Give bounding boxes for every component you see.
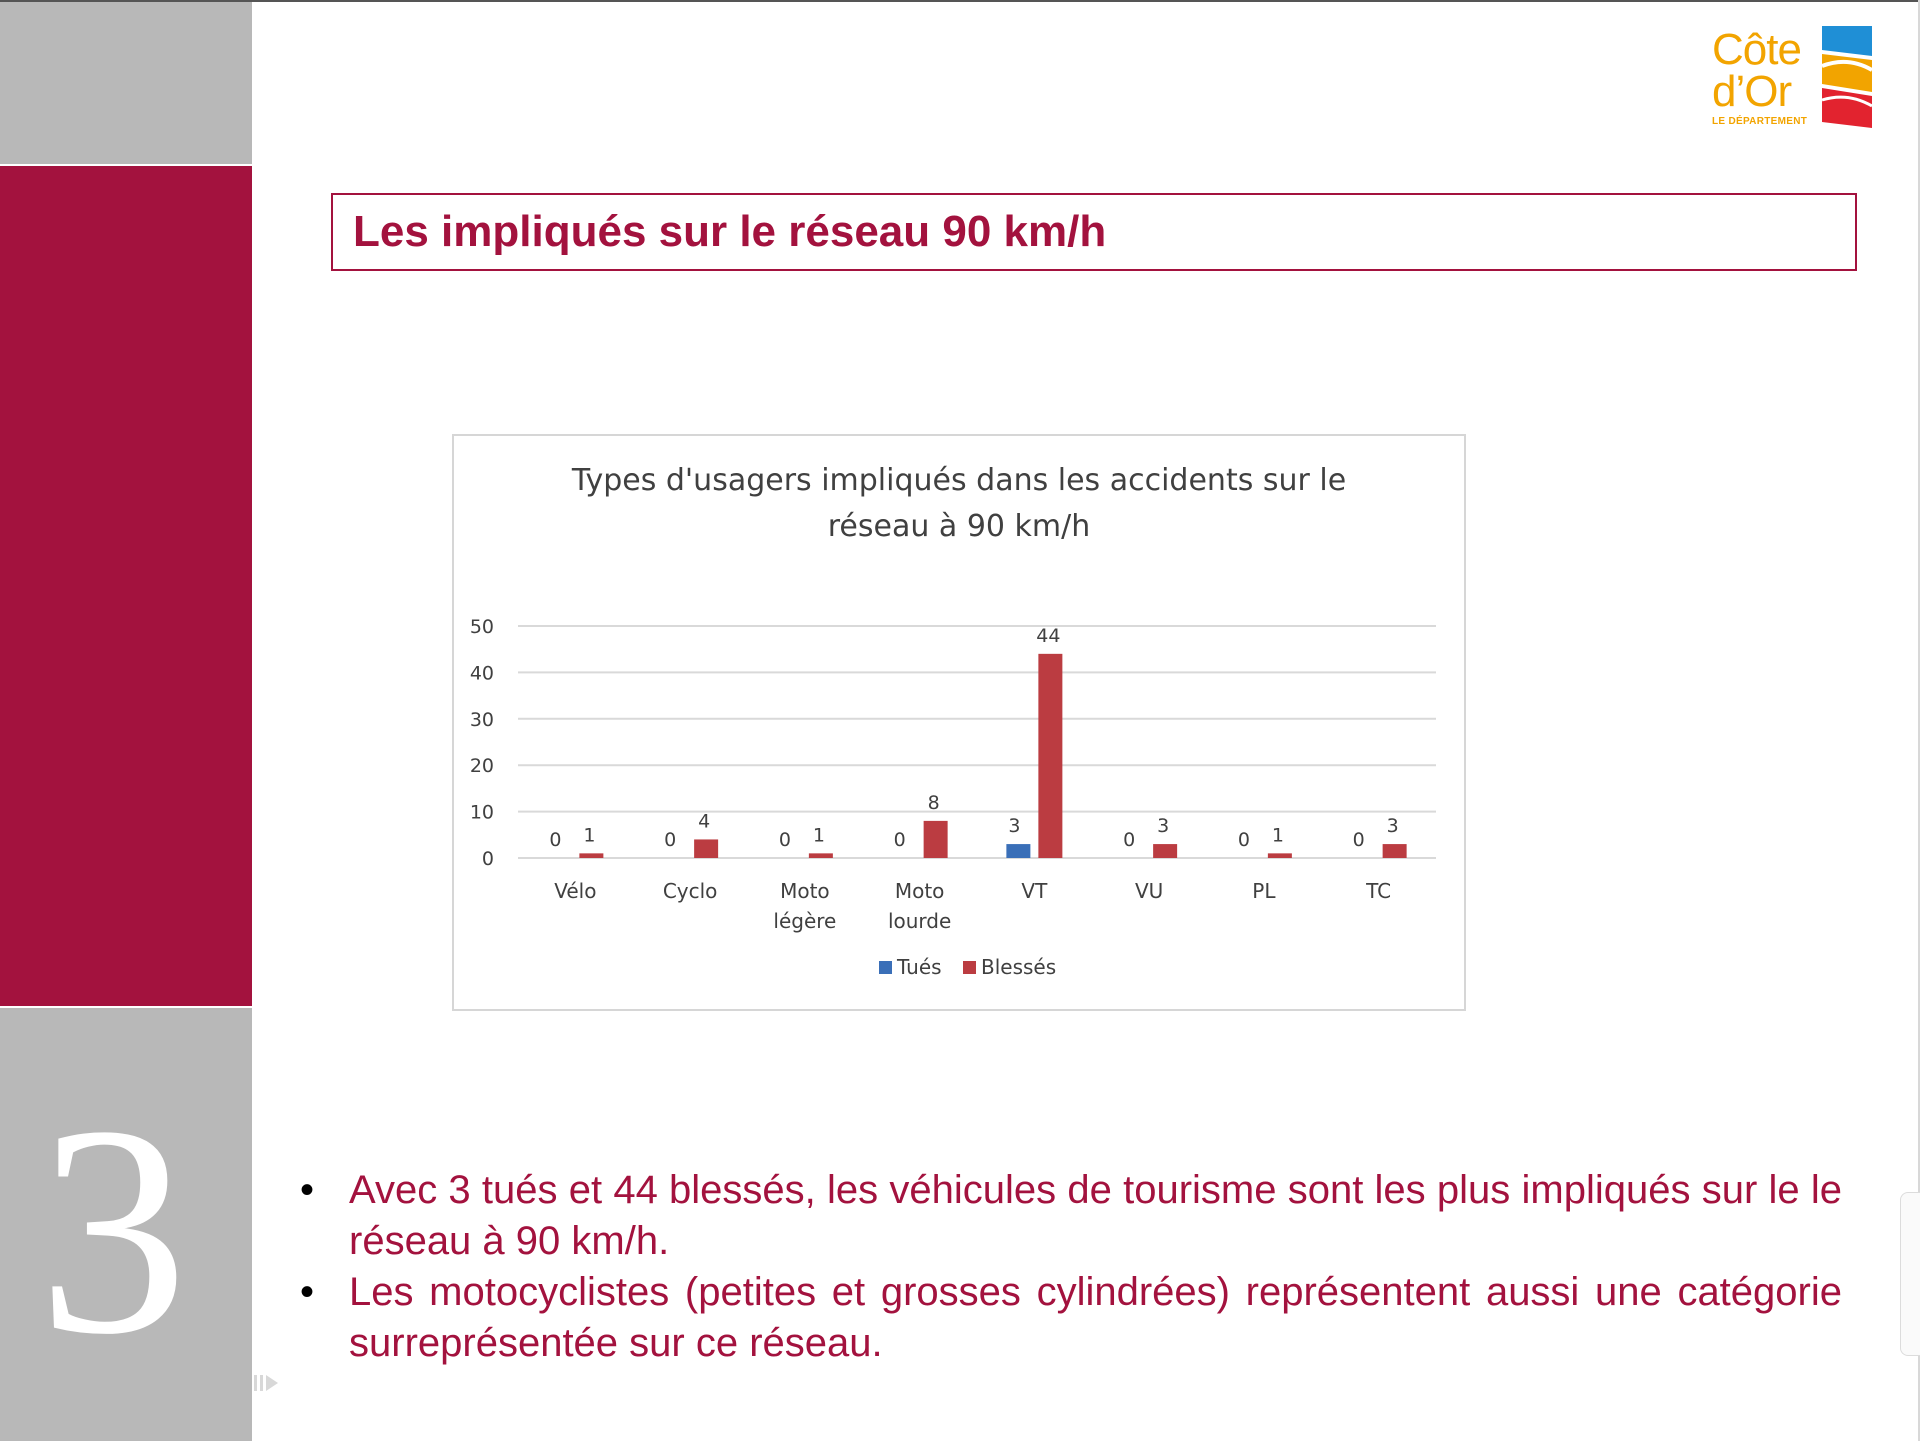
play-icon[interactable]: [252, 1372, 280, 1394]
logo-subtitle: LE DÉPARTEMENT: [1712, 116, 1808, 127]
bullet-item: [300, 1267, 1842, 1369]
slide-title-box: [331, 193, 1857, 271]
legend-label: Tués: [897, 955, 942, 979]
bullet-text: Avec 3 tués et 44 blessés, les véhicules de tourisme sont les plus impliqués sur le le réseau à 90 km/h.: [349, 1168, 1842, 1263]
x-tick-label: Cyclo: [662, 879, 718, 903]
sidebar-top-block: [0, 2, 252, 164]
legend-swatch: [963, 961, 976, 974]
bullet-item: [300, 1165, 1842, 1267]
data-label: 1: [583, 824, 596, 847]
data-label: 3: [1157, 815, 1170, 838]
data-label: 1: [1271, 824, 1284, 847]
bar-blesses: [924, 821, 948, 858]
y-tick-label: 40: [469, 662, 494, 685]
y-tick-label: 30: [469, 708, 494, 731]
slide-title: Les impliqués sur le réseau 90 km/h: [353, 207, 1107, 256]
x-tick-label: VT: [1021, 879, 1048, 903]
data-label: 3: [1386, 815, 1399, 838]
chart-title: Types d'usagers impliqués dans les accidents sur le: [571, 463, 1347, 498]
y-tick-label: 50: [469, 616, 494, 638]
y-tick-label: 20: [469, 755, 494, 778]
x-tick-label: PL: [1252, 879, 1276, 903]
cote-dor-logo: [1704, 24, 1876, 134]
y-tick-label: 0: [481, 848, 494, 870]
bar-blesses: [1268, 853, 1292, 858]
data-label: 44: [1036, 624, 1061, 647]
x-tick-label: VU: [1134, 879, 1164, 903]
x-tick-label: lourde: [887, 909, 952, 933]
data-label: 8: [927, 791, 940, 814]
legend-label: Blessés: [981, 955, 1057, 979]
bar-blesses: [694, 839, 718, 858]
legend-swatch: [879, 961, 892, 974]
bar-blesses: [579, 853, 603, 858]
data-label: 0: [1237, 829, 1250, 851]
x-tick-label: Moto: [894, 879, 945, 903]
data-label: 4: [698, 810, 711, 833]
x-tick-label: TC: [1366, 879, 1392, 903]
chart-frame: [452, 434, 1466, 1011]
data-label: 0: [1123, 829, 1136, 851]
bullet-list: [300, 1165, 1842, 1369]
side-panel-handle[interactable]: [1900, 1192, 1920, 1356]
data-label: 0: [1352, 829, 1365, 851]
bullet-text: Les motocyclistes (petites et grosses cylindrées) représentent aussi une catégorie surreprésentée sur ce réseau.: [349, 1270, 1842, 1365]
chart-title: réseau à 90 km/h: [827, 509, 1091, 544]
x-tick-label: Moto: [780, 879, 830, 903]
bar-blesses: [1383, 844, 1407, 858]
logo-text-line1: Côte: [1712, 25, 1801, 74]
data-label: 0: [549, 829, 562, 851]
data-label: 0: [893, 829, 906, 851]
bar-blesses: [1038, 654, 1062, 858]
data-label: 0: [778, 829, 791, 851]
bullet-marker: •: [300, 1168, 315, 1212]
x-tick-label: Vélo: [554, 879, 597, 903]
sidebar-accent-block: [0, 166, 252, 1006]
data-label: 3: [1008, 815, 1021, 838]
section-number: 3: [38, 1064, 188, 1396]
bullet-marker: •: [300, 1270, 315, 1314]
y-tick-label: 10: [469, 801, 494, 824]
logo-flag-icon: [1818, 26, 1872, 128]
bar-chart: [454, 436, 1464, 1009]
logo-text-line2: d’Or: [1712, 67, 1792, 116]
bar-tues: [1006, 844, 1030, 858]
x-tick-label: légère: [773, 909, 837, 933]
data-label: 1: [812, 824, 825, 847]
bar-blesses: [1153, 844, 1177, 858]
bar-blesses: [809, 853, 833, 858]
data-label: 0: [664, 829, 677, 851]
window-top-border: [0, 0, 1920, 2]
